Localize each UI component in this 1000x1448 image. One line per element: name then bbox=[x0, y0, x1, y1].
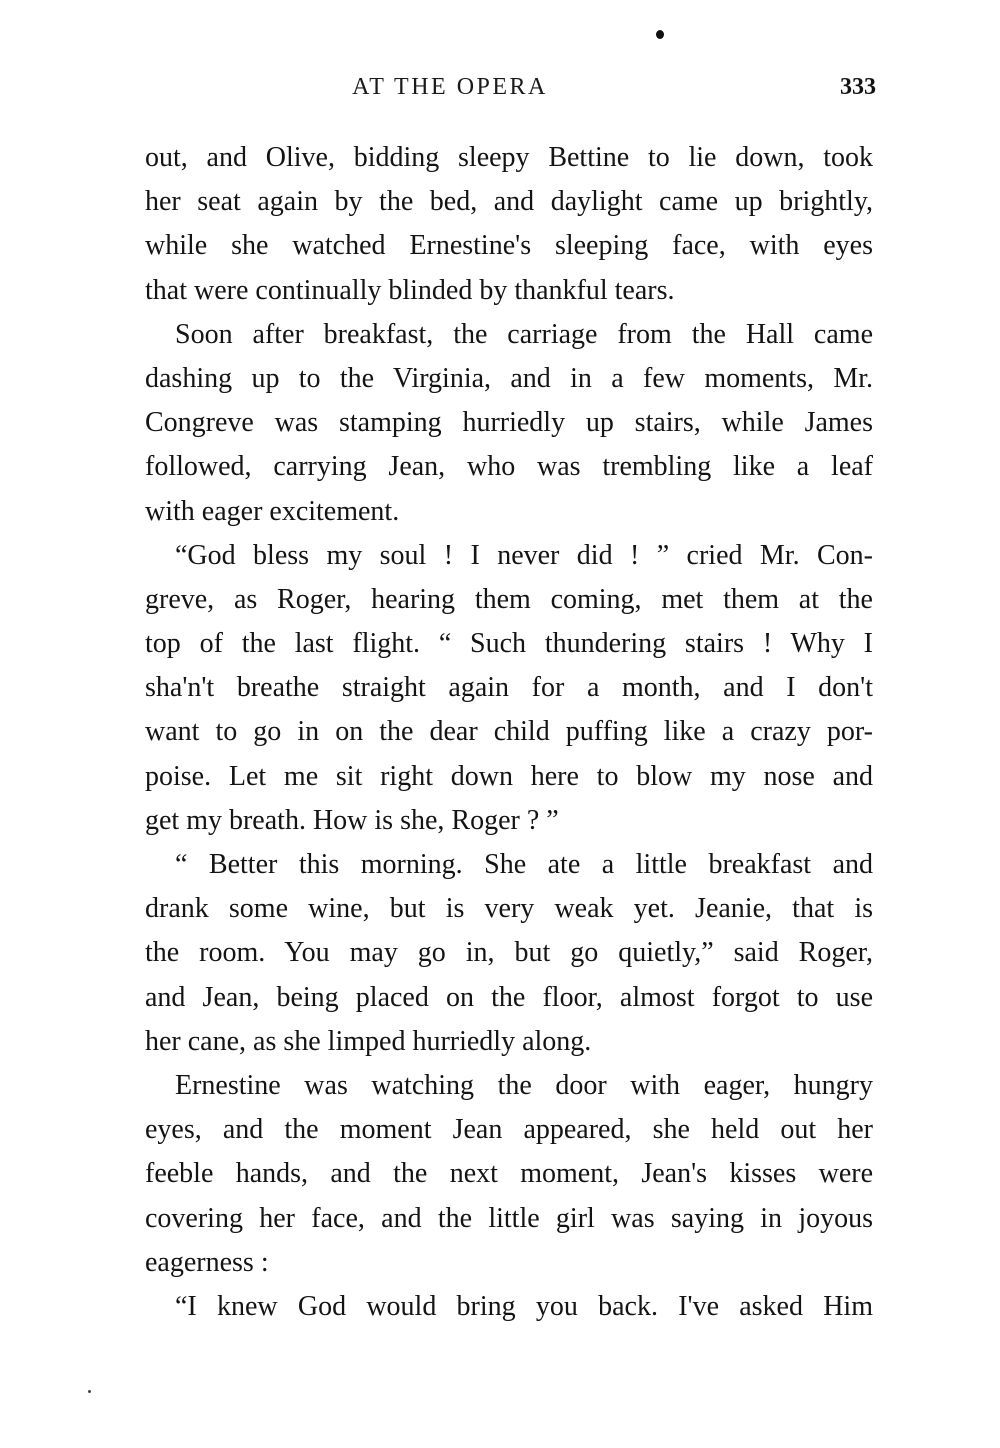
paragraph bbox=[145, 843, 873, 1064]
text-line: Soon after breakfast, the carriage from the Hall came bbox=[175, 318, 873, 350]
text-line: with eager excitement. bbox=[145, 495, 400, 527]
text-line: Congreve was stamping hurriedly up stairs, while James bbox=[145, 407, 873, 439]
text-line: that were continually blinded by thankful tears. bbox=[145, 274, 675, 306]
text-line: eagerness : bbox=[145, 1246, 269, 1278]
text-line: “ Better this morning. She ate a little breakfast and bbox=[175, 849, 873, 880]
ink-speck bbox=[88, 1390, 91, 1393]
text-line: “I knew God would bring you back. I've asked Him bbox=[175, 1290, 873, 1322]
text-line: while she watched Ernestine's sleeping face, with eyes bbox=[145, 230, 873, 262]
body-text bbox=[145, 136, 873, 1329]
paragraph bbox=[145, 1064, 873, 1285]
text-line: sha'n't breathe straight again for a month, and I don't bbox=[145, 672, 873, 704]
text-line: dashing up to the Virginia, and in a few moments, Mr. bbox=[145, 362, 873, 394]
text-line: the room. You may go in, but go quietly,” said Roger, bbox=[145, 937, 873, 969]
text-line: drank some wine, but is very weak yet. Jeanie, that is bbox=[145, 893, 873, 925]
text-line: greve, as Roger, hearing them coming, met them at the bbox=[145, 583, 873, 615]
paragraph bbox=[145, 1285, 873, 1329]
paragraph bbox=[145, 313, 873, 534]
text-line: poise. Let me sit right down here to blow my nose and bbox=[145, 760, 873, 792]
paragraph bbox=[145, 534, 873, 843]
text-line: Ernestine was watching the door with eager, hungry bbox=[175, 1069, 873, 1101]
page-number: 333 bbox=[840, 74, 876, 100]
text-line: her cane, as she limped hurriedly along. bbox=[145, 1025, 592, 1057]
running-head bbox=[140, 74, 876, 108]
text-line: “God bless my soul ! I never did ! ” cried Mr. Con- bbox=[175, 539, 873, 571]
text-line: want to go in on the dear child puffing like a crazy por- bbox=[145, 716, 873, 748]
text-line: top of the last flight. “ Such thundering stairs ! Why I bbox=[145, 628, 873, 660]
text-line: followed, carrying Jean, who was trembling like a leaf bbox=[145, 451, 873, 483]
text-line: her seat again by the bed, and daylight came up brightly, bbox=[145, 186, 873, 218]
ink-speck bbox=[656, 30, 664, 39]
text-line: and Jean, being placed on the floor, almost forgot to use bbox=[145, 981, 873, 1013]
running-title: AT THE OPERA bbox=[352, 74, 548, 100]
text-line: eyes, and the moment Jean appeared, she held out her bbox=[145, 1114, 873, 1146]
text-line: feeble hands, and the next moment, Jean's kisses were bbox=[145, 1158, 873, 1190]
text-line: get my breath. How is she, Roger ? ” bbox=[145, 804, 559, 836]
paragraph bbox=[145, 136, 873, 313]
text-line: out, and Olive, bidding sleepy Bettine to lie down, took bbox=[145, 142, 873, 173]
text-line: covering her face, and the little girl was saying in joyous bbox=[145, 1202, 873, 1234]
